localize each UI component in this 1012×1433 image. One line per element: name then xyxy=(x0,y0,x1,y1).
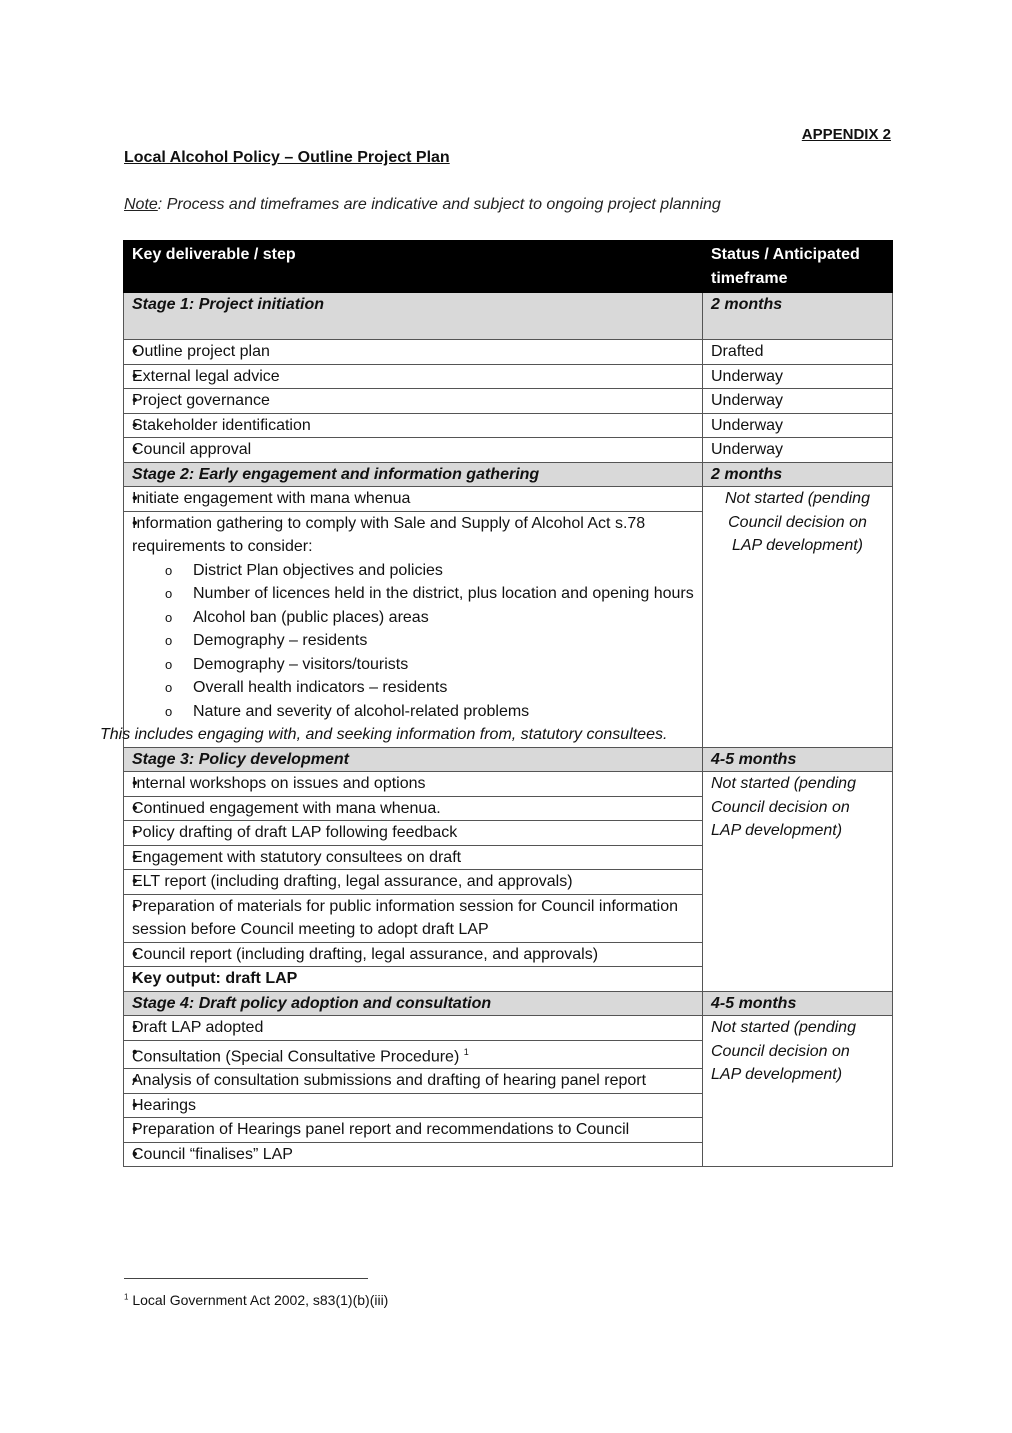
sub-item: o Nature and severity of alcohol-related problems xyxy=(132,700,694,724)
sub-item: o Number of licences held in the district, plus location and opening hours xyxy=(132,582,694,606)
stage-2-row xyxy=(124,462,893,487)
planning-note xyxy=(124,196,721,214)
stage-1-timeframe: 2 months xyxy=(703,293,893,340)
table-row xyxy=(124,1016,893,1041)
stage-2-info-gathering xyxy=(100,511,703,747)
stage-3-timeframe: 4-5 months xyxy=(703,747,893,772)
stage-4-item: Consultation (Special Consultative Procedure) xyxy=(132,1047,460,1065)
sub-item: o Alcohol ban (public places) areas xyxy=(132,606,694,630)
note-text: : Process and timeframes are indicative and subject to ongoing project planning xyxy=(157,196,721,213)
footnote-divider xyxy=(124,1278,368,1279)
stage-3-item: • Preparation of materials for public information session for Council information session before Council meeting to adopt draft LAP xyxy=(124,894,703,942)
table-header-row xyxy=(124,241,893,293)
stage-1-item: • Council approval xyxy=(124,438,703,463)
sub-item: o Demography – visitors/tourists xyxy=(132,653,694,677)
stage-3-item: • Internal workshops on issues and options xyxy=(124,772,703,797)
appendix-label: APPENDIX 2 xyxy=(801,126,891,143)
stage-1-row xyxy=(124,293,893,340)
table-row xyxy=(124,487,893,512)
stage-3-key-output: • Key output: draft LAP xyxy=(124,967,703,992)
stage-1-item: • Project governance xyxy=(124,389,703,414)
stage-1-item: • External legal advice xyxy=(124,364,703,389)
stage-4-item: • Analysis of consultation submissions and drafting of hearing panel report xyxy=(124,1069,703,1094)
stage-4-item: • Council “finalises” LAP xyxy=(124,1142,703,1167)
stage-3-item: • Policy drafting of draft LAP following feedback xyxy=(124,821,703,846)
note-label: Note xyxy=(124,196,158,213)
header-deliverable: Key deliverable / step xyxy=(124,241,703,293)
stage-1-status: Underway xyxy=(703,413,893,438)
stage-4-row xyxy=(124,991,893,1016)
stage-2-status: Not started (pending Council decision on LAP development) xyxy=(703,487,893,748)
stage-2-timeframe: 2 months xyxy=(703,462,893,487)
document-title: Local Alcohol Policy – Outline Project Plan xyxy=(124,149,450,166)
stage-2-title: Stage 2: Early engagement and information gathering xyxy=(124,462,703,487)
table-row xyxy=(124,413,893,438)
stage-3-title: Stage 3: Policy development xyxy=(124,747,703,772)
stage-4-timeframe: 4-5 months xyxy=(703,991,893,1016)
stage-2-closing-note: This includes engaging with, and seeking information from, statutory consultees. xyxy=(100,726,668,743)
stage-1-title: Stage 1: Project initiation xyxy=(124,293,703,340)
sub-item: o District Plan objectives and policies xyxy=(132,559,694,583)
table-row xyxy=(124,389,893,414)
footnote xyxy=(124,1292,388,1308)
stage-3-status: Not started (pending Council decision on LAP development) xyxy=(703,772,893,992)
stage-1-status: Underway xyxy=(703,438,893,463)
stage-4-item: • Draft LAP adopted xyxy=(124,1016,703,1041)
header-status: Status / Anticipated timeframe xyxy=(703,241,893,293)
table-row xyxy=(124,772,893,797)
footnote-text: Local Government Act 2002, s83(1)(b)(iii) xyxy=(132,1292,389,1308)
stage-1-status: Underway xyxy=(703,364,893,389)
stage-1-item: • Stakeholder identification xyxy=(124,413,703,438)
stage-4-title: Stage 4: Draft policy adoption and consultation xyxy=(124,991,703,1016)
stage-1-item: • Outline project plan xyxy=(124,340,703,365)
stage-3-item: • Engagement with statutory consultees on draft xyxy=(124,845,703,870)
stage-1-status: Drafted xyxy=(703,340,893,365)
footnote-ref: 1 xyxy=(463,1046,469,1057)
stage-3-item: • Continued engagement with mana whenua. xyxy=(124,796,703,821)
stage-4-item-consultation xyxy=(124,1040,703,1069)
table-row xyxy=(124,364,893,389)
footnote-marker: 1 xyxy=(124,1292,129,1302)
project-plan-table xyxy=(100,240,893,1167)
stage-3-row xyxy=(124,747,893,772)
stage-4-item: • Hearings xyxy=(124,1093,703,1118)
stage-4-item: • Preparation of Hearings panel report and recommendations to Council xyxy=(124,1118,703,1143)
stage-2-item: • Initiate engagement with mana whenua xyxy=(124,487,703,512)
stage-2-item: • Information gathering to comply with Sale and Supply of Alcohol Act s.78 requirements to consider: xyxy=(132,514,646,555)
sub-item: o Demography – residents xyxy=(132,629,694,653)
stage-1-status: Underway xyxy=(703,389,893,414)
stage-3-item: • ELT report (including drafting, legal assurance, and approvals) xyxy=(124,870,703,895)
stage-4-status: Not started (pending Council decision on LAP development) xyxy=(703,1016,893,1167)
stage-3-item: • Council report (including drafting, legal assurance, and approvals) xyxy=(124,942,703,967)
sub-item: o Overall health indicators – residents xyxy=(132,676,694,700)
table-row xyxy=(124,438,893,463)
table-row xyxy=(124,340,893,365)
